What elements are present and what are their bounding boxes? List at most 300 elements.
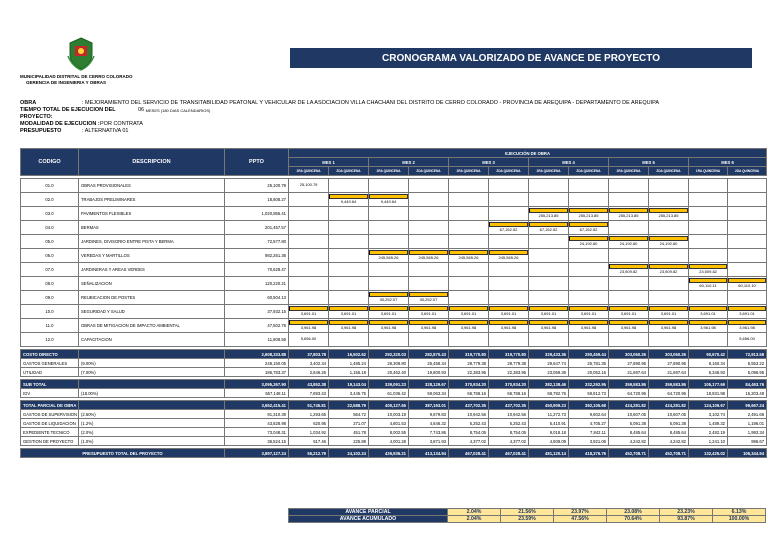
schedule-cell	[369, 193, 409, 207]
summary-value: 8,485.64	[609, 428, 649, 437]
summary-label-text: COSTO DIRECTO	[23, 351, 58, 357]
cell-value: 245,565.26	[418, 255, 439, 260]
total-value: 426,936.21	[369, 449, 409, 458]
schedule-cell	[329, 179, 369, 193]
summary-value: 5,252.43	[489, 419, 529, 428]
cell-value: 3,691.01	[340, 311, 357, 316]
schedule-cell	[609, 305, 649, 319]
schedule-cell	[369, 249, 409, 263]
cell-value: 3,961.98	[739, 325, 755, 330]
schedule-cell	[289, 305, 329, 319]
quincena-header: 1RA QUINCENA	[609, 167, 649, 176]
cell-value: 3,691.01	[420, 311, 437, 316]
item-code: 07.0	[21, 263, 79, 277]
summary-row	[21, 428, 767, 437]
schedule-cell	[329, 305, 369, 319]
summary-ppto: 2,608,333.88	[225, 350, 289, 359]
schedule-cell	[449, 277, 489, 291]
schedule-cell	[529, 193, 569, 207]
cell-value: 3,691.01	[300, 311, 317, 316]
summary-value: 90,670.42	[689, 350, 728, 359]
schedule-cell	[728, 277, 767, 291]
schedule-cell	[529, 305, 569, 319]
item-code: 12.0	[21, 333, 79, 347]
item-code: 02.0	[21, 193, 79, 207]
item-code: 06.0	[21, 249, 79, 263]
summary-value: 359,583.86	[649, 380, 689, 389]
schedule-cell	[369, 277, 409, 291]
presupuesto-label: PRESUPUESTO	[20, 128, 62, 134]
summary-value: 424,281.82	[649, 401, 689, 410]
tiempo-label: TIEMPO TOTAL DE EJECUCION DEL PROYECTO:	[20, 107, 116, 120]
summary-value: 1,155.18	[329, 368, 369, 377]
summary-value: 5,091.38	[609, 419, 649, 428]
schedule-cell	[609, 193, 649, 207]
schedule-cell	[409, 221, 449, 235]
summary-label	[21, 437, 79, 446]
schedule-cell	[329, 277, 369, 291]
cell-value: 3,961.98	[500, 325, 517, 330]
cell-value: 245,565.26	[458, 255, 479, 260]
quincena-header: 1RA QUINCENA	[689, 167, 728, 176]
summary-value: 10,607.05	[649, 410, 689, 419]
item-ppto: 70,628.47	[225, 263, 289, 277]
cell-value: 3,691.01	[380, 311, 397, 316]
total-value: 132,425.02	[689, 449, 728, 458]
presupuesto-value: : ALTERNATIVA 01	[82, 128, 129, 134]
summary-value: 18,931.98	[689, 389, 728, 398]
avance-acumulado-value: 100.00%	[713, 516, 766, 523]
schedule-cell	[289, 193, 329, 207]
item-code: 08.0	[21, 277, 79, 291]
item-code: 11.0	[21, 319, 79, 333]
summary-value: 10,942.56	[489, 410, 529, 419]
schedule-cell	[728, 305, 767, 319]
cell-value: 23,509.82	[619, 269, 638, 274]
schedule-cell	[689, 207, 728, 221]
summary-value: 6,346.93	[689, 368, 728, 377]
total-value: 452,708.71	[609, 449, 649, 458]
summary-value: 8,485.64	[649, 428, 689, 437]
avance-parcial-row	[289, 509, 766, 516]
summary-value: 22,383.96	[489, 368, 529, 377]
item-description: OBRAS PROVISIONALES	[79, 179, 225, 193]
cell-value: 3,691.01	[660, 311, 677, 316]
summary-value: 25,458.34	[409, 359, 449, 368]
schedule-cell	[609, 277, 649, 291]
cell-value: 67,152.52	[539, 227, 558, 232]
avance-parcial-value: 23.23%	[660, 509, 713, 516]
schedule-cell	[649, 179, 689, 193]
schedule-cell	[728, 221, 767, 235]
summary-row	[21, 359, 767, 368]
avance-acumulado-value: 93.87%	[660, 516, 713, 523]
schedule-cell	[369, 179, 409, 193]
schedule-cell	[569, 235, 609, 249]
schedule-cell	[329, 193, 369, 207]
obra-label: OBRA	[20, 100, 37, 106]
summary-value: 4,001.28	[369, 437, 409, 446]
summary-value: 424,281.82	[609, 401, 649, 410]
schedule-cell	[369, 235, 409, 249]
summary-value: 21,697.64	[649, 368, 689, 377]
schedule-cell	[689, 235, 728, 249]
summary-value: 28,779.38	[489, 359, 529, 368]
cell-value: 3,961.98	[660, 325, 677, 330]
item-code: 09.0	[21, 291, 79, 305]
avance-parcial-label: AVANCE PARCIAL	[289, 509, 448, 516]
schedule-cell	[489, 235, 529, 249]
summary-value: 4,646.32	[409, 419, 449, 428]
summary-value: 4,705.27	[569, 419, 609, 428]
summary-value: 10,607.05	[609, 410, 649, 419]
summary-value: 996.67	[728, 437, 767, 446]
schedule-cell	[689, 193, 728, 207]
cell-value: 3,961.98	[460, 325, 477, 330]
schedule-cell	[409, 249, 449, 263]
summary-label-text: TOTAL PARCIAL DE OBRA	[23, 402, 77, 408]
summary-value: 451.78	[329, 428, 369, 437]
schedule-cell	[449, 319, 489, 333]
summary-value: 9,802.64	[569, 410, 609, 419]
summary-value: 1,241.10	[689, 437, 728, 446]
cell-value: 24,192.60	[619, 241, 638, 246]
summary-label	[21, 401, 79, 410]
summary-value: 620.95	[289, 419, 329, 428]
schedule-cell	[649, 235, 689, 249]
avance-parcial-value: 6.13%	[713, 509, 766, 516]
schedule-cell	[449, 305, 489, 319]
quincena-header: 1RA QUINCENA	[449, 167, 489, 176]
schedule-cell	[489, 249, 529, 263]
total-value: 55,212.79	[289, 449, 329, 458]
summary-value: 28,779.38	[449, 359, 489, 368]
item-description: PAVIMENTOS FLEXIBLES	[79, 207, 225, 221]
summary-value: 124,109.67	[689, 401, 728, 410]
summary-pct: (1.2%)	[79, 419, 225, 428]
schedule-cell	[689, 333, 728, 347]
schedule-cell	[409, 235, 449, 249]
schedule-body	[21, 176, 767, 458]
schedule-cell	[329, 263, 369, 277]
schedule-cell	[529, 221, 569, 235]
schedule-cell	[529, 249, 569, 263]
cell-value: 60,110.11	[699, 283, 717, 288]
schedule-cell	[489, 221, 529, 235]
summary-value: 66,768.16	[449, 389, 489, 398]
total-value: 418,376.76	[569, 449, 609, 458]
schedule-cell	[689, 263, 728, 277]
summary-value: 1,489.32	[689, 419, 728, 428]
schedule-cell	[329, 249, 369, 263]
schedule-cell	[449, 235, 489, 249]
summary-value: 3,871.93	[409, 437, 449, 446]
schedule-cell	[409, 305, 449, 319]
schedule-cell	[529, 333, 569, 347]
avance-acumulado-value: 47.56%	[554, 516, 607, 523]
summary-value: 8,754.05	[449, 428, 489, 437]
cell-value: 3,961.98	[620, 325, 637, 330]
summary-value: 7,842.11	[569, 428, 609, 437]
summary-value: 15,203.48	[728, 389, 767, 398]
summary-label-text: IGV	[23, 390, 31, 396]
item-ppto: 201,457.57	[225, 221, 289, 235]
modalidad-label: MODALIDAD DE EJECUCION :	[20, 121, 100, 127]
summary-value: 27,890.96	[649, 359, 689, 368]
item-ppto: 60,504.13	[225, 291, 289, 305]
summary-value: 319,770.80	[489, 350, 529, 359]
summary-label-text: GASTOS DE SUPERVISION	[23, 411, 78, 417]
schedule-cell	[569, 333, 609, 347]
item-ppto: 47,502.76	[225, 319, 289, 333]
summary-value: 64,720.96	[649, 389, 689, 398]
total-row	[21, 449, 767, 458]
schedule-cell	[489, 193, 529, 207]
summary-label	[21, 350, 79, 359]
summary-value: 3,445.75	[329, 389, 369, 398]
schedule-cell	[289, 207, 329, 221]
summary-label	[21, 410, 79, 419]
summary-value: 564.72	[329, 410, 369, 419]
schedule-cell	[689, 291, 728, 305]
summary-value: 303,060.26	[609, 350, 649, 359]
cell-value: 67,152.52	[579, 227, 598, 232]
summary-label	[21, 419, 79, 428]
quincena-header: 2DA QUINCENA	[489, 167, 529, 176]
schedule-cell	[728, 319, 767, 333]
cell-value: 3,961.98	[300, 325, 317, 330]
schedule-cell	[489, 305, 529, 319]
schedule-cell	[489, 333, 529, 347]
schedule-cell	[569, 319, 609, 333]
schedule-cell	[569, 263, 609, 277]
summary-row	[21, 380, 767, 389]
summary-ppto: 186,783.37	[225, 368, 289, 377]
item-code: 10.0	[21, 305, 79, 319]
schedule-cell	[329, 319, 369, 333]
avance-parcial-value: 23.97%	[554, 509, 607, 516]
item-code: 01.0	[21, 179, 79, 193]
summary-value: 23,059.36	[529, 368, 569, 377]
summary-value: 292,320.03	[369, 350, 409, 359]
cell-value: 3,961.98	[380, 325, 397, 330]
schedule-cell	[609, 263, 649, 277]
schedule-cell	[289, 291, 329, 305]
schedule-cell	[409, 277, 449, 291]
summary-label-text: SUB TOTAL	[23, 381, 47, 387]
cell-value: 255,213.85	[578, 213, 599, 218]
schedule-cell	[728, 235, 767, 249]
schedule-cell	[569, 291, 609, 305]
summary-label	[21, 428, 79, 437]
avance-acumulado-row	[289, 516, 766, 523]
schedule-cell	[449, 263, 489, 277]
summary-label-text: GESTION DE PROYECTO	[23, 438, 74, 444]
summary-value: 25,781.35	[569, 359, 609, 368]
cell-value: 3,961.98	[540, 325, 557, 330]
schedule-cell	[529, 263, 569, 277]
total-value: 452,708.71	[649, 449, 689, 458]
summary-value: 271.07	[329, 419, 369, 428]
summary-ppto: 73,048.31	[225, 428, 289, 437]
summary-value: 3,402.34	[289, 359, 329, 368]
item-code: 05.0	[21, 235, 79, 249]
summary-value: 282,870.43	[409, 350, 449, 359]
cell-value: 3,691.01	[700, 311, 716, 316]
schedule-cell	[649, 305, 689, 319]
col-codigo: CODIGO	[21, 149, 79, 176]
summary-ppto: 557,148.11	[225, 389, 289, 398]
department-name: GERENCIA DE INGENIERIA Y OBRAS	[26, 80, 107, 85]
summary-value: 328,129.67	[409, 380, 449, 389]
item-ppto: 982,261.36	[225, 249, 289, 263]
obra-value: : MEJORAMIENTO DEL SERVICIO DE TRANSITABILIDAD PEATONAL Y VEHICULAR DE LA ASOCIACION VILLA CHACHANI DEL DISTRITO DE CERRO COLORADO - PROVINCIA DE AREQUIPA - DEPARTAMENTO DE AREQUIPA	[82, 100, 660, 106]
schedule-table	[20, 148, 767, 458]
avance-parcial-value: 23.08%	[607, 509, 660, 516]
summary-pct: (18.00%)	[79, 389, 225, 398]
municipal-crest-icon	[66, 36, 96, 72]
schedule-cell	[609, 179, 649, 193]
schedule-cell	[529, 179, 569, 193]
schedule-cell	[449, 221, 489, 235]
table-row	[21, 221, 767, 235]
month-header: MES 4	[529, 158, 609, 167]
tiempo-unit: MESES (180 DIAS CALENDARIOS)	[145, 108, 211, 113]
schedule-cell	[689, 277, 728, 291]
summary-row	[21, 410, 767, 419]
summary-value: 10,942.56	[449, 410, 489, 419]
schedule-cell	[649, 333, 689, 347]
total-value: 467,028.41	[449, 449, 489, 458]
summary-value: 22,383.96	[449, 368, 489, 377]
table-row	[21, 319, 767, 333]
summary-value: 1,034.92	[289, 428, 329, 437]
summary-pct	[79, 401, 225, 410]
schedule-cell	[369, 221, 409, 235]
item-ppto: 120,220.21	[225, 277, 289, 291]
quincena-header: 2DA QUINCENA	[649, 167, 689, 176]
summary-value: 332,292.95	[569, 380, 609, 389]
avance-parcial-value: 2.04%	[448, 509, 501, 516]
summary-value: 27,890.96	[609, 359, 649, 368]
summary-value: 59,812.73	[569, 389, 609, 398]
summary-value: 4,242.82	[649, 437, 689, 446]
table-row	[21, 249, 767, 263]
cell-value: 25,100.79	[299, 182, 318, 187]
schedule-cell	[649, 221, 689, 235]
summary-value: 16,502.62	[329, 350, 369, 359]
table-row	[21, 235, 767, 249]
schedule-cell	[609, 249, 649, 263]
total-value: 413,134.94	[409, 449, 449, 458]
summary-value: 20,462.40	[369, 368, 409, 377]
schedule-cell	[529, 319, 569, 333]
cell-value: 24,192.60	[659, 241, 678, 246]
cell-value: 30,252.07	[419, 297, 438, 302]
table-row	[21, 291, 767, 305]
schedule-cell	[569, 305, 609, 319]
schedule-cell	[289, 277, 329, 291]
cell-value: 60,110.10	[738, 283, 756, 288]
schedule-cell	[409, 263, 449, 277]
table-row	[21, 179, 767, 193]
summary-value: 21,697.64	[609, 368, 649, 377]
summary-value: 5,091.38	[649, 419, 689, 428]
summary-pct	[79, 350, 225, 359]
summary-value: 19,143.04	[329, 380, 369, 389]
item-code: 04.0	[21, 221, 79, 235]
summary-value: 8,754.05	[489, 428, 529, 437]
schedule-cell	[649, 249, 689, 263]
schedule-cell	[289, 179, 329, 193]
item-description: TRABAJOS PRELIMINARES	[79, 193, 225, 207]
schedule-cell	[449, 291, 489, 305]
summary-pct: (2.50%)	[79, 410, 225, 419]
month-header: MES 5	[609, 158, 689, 167]
summary-value: 1,485.24	[329, 359, 369, 368]
summary-pct: (2.0%)	[79, 428, 225, 437]
avance-table	[288, 508, 766, 523]
summary-value: 339,091.23	[369, 380, 409, 389]
schedule-cell	[728, 207, 767, 221]
schedule-cell	[449, 249, 489, 263]
quincena-header: 1RA QUINCENA	[529, 167, 569, 176]
schedule-cell	[609, 221, 649, 235]
summary-ppto: 3,095,267.90	[225, 380, 289, 389]
summary-value: 2,482.19	[689, 428, 728, 437]
summary-label-text: EXPEDIENTE TECNICO	[23, 429, 70, 435]
item-description: REUBICACION DE POSTES	[79, 291, 225, 305]
cell-value: 9,449.64	[380, 199, 397, 204]
schedule-cell	[529, 291, 569, 305]
summary-value: 517.46	[289, 437, 329, 446]
avance-acumulado-value: 2.04%	[448, 516, 501, 523]
schedule-cell	[649, 207, 689, 221]
summary-value: 2,646.26	[289, 368, 329, 377]
schedule-cell	[289, 333, 329, 347]
schedule-cell	[489, 207, 529, 221]
summary-value: 359,583.86	[609, 380, 649, 389]
col-ppto: PPTO	[225, 149, 289, 176]
summary-value: 382,138.46	[529, 380, 569, 389]
summary-value: 4,377.02	[449, 437, 489, 446]
quincena-header: 2DA QUINCENA	[728, 167, 767, 176]
summary-value: 84,463.76	[728, 380, 767, 389]
summary-value: 7,743.86	[409, 428, 449, 437]
schedule-cell	[409, 333, 449, 347]
item-ppto: 18,808.27	[225, 193, 289, 207]
summary-value: 392,105.68	[569, 401, 609, 410]
cell-value: 3,691.01	[580, 311, 597, 316]
summary-value: 66,768.16	[489, 389, 529, 398]
total-value: 481,120.14	[529, 449, 569, 458]
cell-value: 3,691.01	[620, 311, 637, 316]
month-header: MES 2	[369, 158, 449, 167]
schedule-cell	[329, 221, 369, 235]
cell-value: 3,961.98	[420, 325, 437, 330]
schedule-cell	[369, 207, 409, 221]
schedule-cell	[728, 179, 767, 193]
summary-value: 4,377.02	[489, 437, 529, 446]
summary-row	[21, 389, 767, 398]
schedule-cell	[489, 319, 529, 333]
total-ppto: 3,897,127.24	[225, 449, 289, 458]
table-row	[21, 333, 767, 347]
summary-value: 370,934.20	[449, 380, 489, 389]
summary-value: 290,459.44	[569, 350, 609, 359]
summary-value: 43,852.38	[289, 380, 329, 389]
page-title: CRONOGRAMA VALORIZADO DE AVANCE DE PROYECTO	[290, 48, 752, 68]
